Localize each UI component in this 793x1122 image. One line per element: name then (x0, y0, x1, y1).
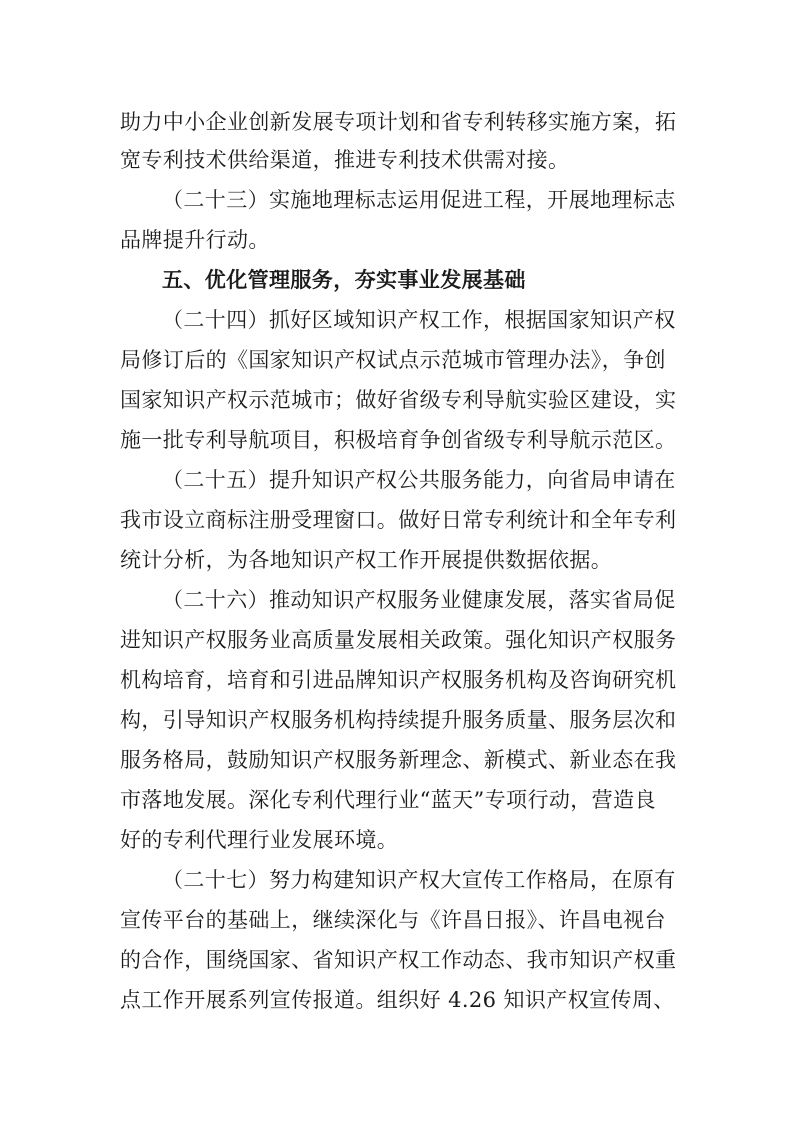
paragraph-23-start: （二十三）实施地理标志运用促进工程，开展地理标志 (162, 188, 676, 212)
text-line: 好的专利代理行业发展环境。 (120, 828, 399, 852)
text-line: 助力中小企业创新发展专项计划和省专利转移实施方案，拓 (120, 110, 677, 134)
paragraph-26-start: （二十六）推动知识产权服务业健康发展，落实省局促 (162, 588, 676, 612)
text-line: 构，引导知识产权服务机构持续提升服务质量、服务层次和 (120, 708, 677, 732)
paragraph-24-start: （二十四）抓好区域知识产权工作，根据国家知识产权 (162, 308, 676, 332)
text-line: 施一批专利导航项目，积极培育争创省级专利导航示范区。 (120, 428, 677, 452)
text-line: 服务格局，鼓励知识产权服务新理念、新模式、新业态在我 (120, 748, 677, 772)
text-line: 我市设立商标注册受理窗口。做好日常专利统计和全年专利 (120, 508, 677, 532)
text-line: 市落地发展。深化专利代理行业“蓝天”专项行动，营造良 (120, 788, 656, 812)
text-line: 宣传平台的基础上，继续深化与《许昌日报》、许昌电视台 (120, 908, 666, 932)
text-line: 进知识产权服务业高质量发展相关政策。强化知识产权服务 (120, 628, 677, 652)
paragraph-25-start: （二十五）提升知识产权公共服务能力，向省局申请在 (162, 468, 676, 492)
text-line: 机构培育，培育和引进品牌知识产权服务机构及咨询研究机 (120, 668, 677, 692)
text-line: 品牌提升行动。 (120, 228, 270, 252)
text-line: 宽专利技术供给渠道，推进专利技术供需对接。 (120, 148, 570, 172)
section-heading: 五、优化管理服务，夯实事业发展基础 (162, 268, 526, 292)
text-line: 的合作，围绕国家、省知识产权工作动态、我市知识产权重 (120, 948, 677, 972)
text-line: 局修订后的《国家知识产权试点示范城市管理办法》，争创 (120, 348, 666, 372)
text-line: 统计分析，为各地知识产权工作开展提供数据依据。 (120, 548, 613, 572)
paragraph-27-start: （二十七）努力构建知识产权大宣传工作格局，在原有 (162, 868, 676, 892)
text-line: 国家知识产权示范城市；做好省级专利导航实验区建设，实 (120, 388, 677, 412)
text-line: 点工作开展系列宣传报道。组织好 4.26 知识产权宣传周、 (120, 988, 675, 1012)
